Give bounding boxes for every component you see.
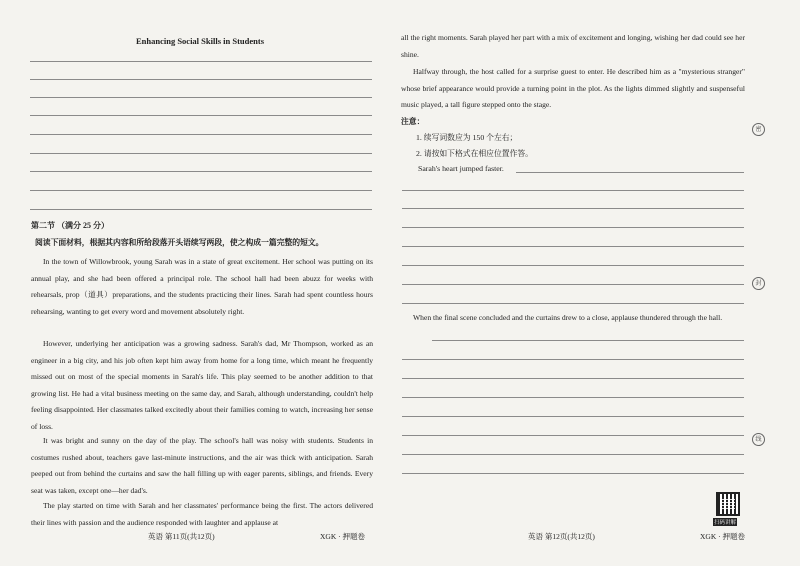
- essay-title: Enhancing Social Skills in Students: [135, 36, 265, 46]
- writing-line: [30, 153, 372, 154]
- binding-mark: 密: [752, 123, 765, 136]
- writing-line[interactable]: [402, 190, 744, 191]
- page-number: 英语 第11页(共12页): [148, 532, 215, 541]
- story-paragraph: It was bright and sunny on the day of the play. The school's hall was noisy with students. Students in costumes rushed about, teachers gave last-minute instructions, and the air was thick with anticipation. Sarah peeped out from behind the curtains and saw the hall filling up with eager parents, siblings, and friends. Every seat was taken, except one—her dad's.: [31, 436, 373, 495]
- page-number: 英语 第12页(共12页): [528, 532, 595, 541]
- writing-line[interactable]: [402, 454, 744, 455]
- continuation-prompt: Sarah's heart jumped faster.: [418, 164, 504, 173]
- binding-mark: 线: [752, 433, 765, 446]
- writing-line[interactable]: [402, 359, 744, 360]
- writing-line: [30, 134, 372, 135]
- writing-line[interactable]: [402, 435, 744, 436]
- writing-line[interactable]: [402, 416, 744, 417]
- halfway-paragraph: Halfway through, the host called for a surprise guest to enter. He described him as a "mysterious stranger" whose brief appearance would provide a turning point in the plot. As the lights dimmed slightly and suspenseful music played, a tall figure stepped onto the stage.: [401, 67, 745, 110]
- writing-line: [30, 209, 372, 210]
- writing-line[interactable]: [516, 172, 744, 173]
- writing-line[interactable]: [432, 340, 744, 341]
- writing-line[interactable]: [402, 227, 744, 228]
- writing-line[interactable]: [402, 284, 744, 285]
- writing-line: [30, 79, 372, 80]
- writing-line[interactable]: [402, 378, 744, 379]
- writing-line[interactable]: [402, 303, 744, 304]
- writing-line[interactable]: [402, 473, 744, 474]
- writing-line: [30, 190, 372, 191]
- writing-line[interactable]: [402, 246, 744, 247]
- exam-code: XGK · 押题卷: [320, 532, 365, 541]
- writing-line: [30, 61, 372, 62]
- notes-heading: 注意：: [401, 117, 425, 126]
- writing-line[interactable]: [402, 208, 744, 209]
- right-page: [400, 0, 800, 566]
- story-paragraph: The play started on time with Sarah and her classmates' performance being the first. The actors delivered their lines with passion and the audience responded with laughter and applause at: [31, 501, 373, 527]
- writing-line: [30, 97, 372, 98]
- continued-paragraph: all the right moments. Sarah played her part with a mix of excitement and longing, wishing her dad could see her shine.: [401, 33, 745, 59]
- qr-code-label: 扫码讲解: [714, 520, 737, 526]
- section-instruction: 阅读下面材料，根据其内容和所给段落开头语续写两段，使之构成一篇完整的短文。: [35, 238, 324, 247]
- writing-line[interactable]: [402, 397, 744, 398]
- note-item: 2. 请按如下格式在相应位置作答。: [416, 149, 533, 158]
- writing-line: [30, 115, 372, 116]
- qr-code-icon[interactable]: [716, 492, 740, 516]
- story-paragraph: In the town of Willowbrook, young Sarah was in a state of great excitement. Her school was putting on its annual play, and she had been offered a principal role. The school hall had been abuzz for weeks with rehearsals, prop（道具）preparations, and the students practicing their lines. Sarah had spent countless hours rehearsing, wanting to get every word and movement absolutely right.: [31, 257, 373, 316]
- writing-line: [30, 171, 372, 172]
- exam-code: XGK · 押题卷: [700, 532, 745, 541]
- writing-line[interactable]: [402, 265, 744, 266]
- section-heading: 第二节 （满分 25 分）: [31, 221, 109, 230]
- continuation-prompt: When the final scene concluded and the curtains drew to a close, applause thundered through the hall.: [413, 313, 723, 322]
- story-paragraph: However, underlying her anticipation was a growing sadness. Sarah's dad, Mr Thompson, worked as an engineer in a big city, and his job often kept him away from home for a long time, which meant he frequently missed out on most of the special moments in Sarah's life. This play seemed to be another addition to that growing list. He had a vital business meeting on the same day, and Sarah, although understanding, couldn't help feeling disappointed. Her classmates talked excitedly about their families coming to watch, increasing her sense of loss.: [31, 339, 373, 431]
- binding-mark: 封: [752, 277, 765, 290]
- note-item: 1. 续写词数应为 150 个左右；: [416, 133, 518, 142]
